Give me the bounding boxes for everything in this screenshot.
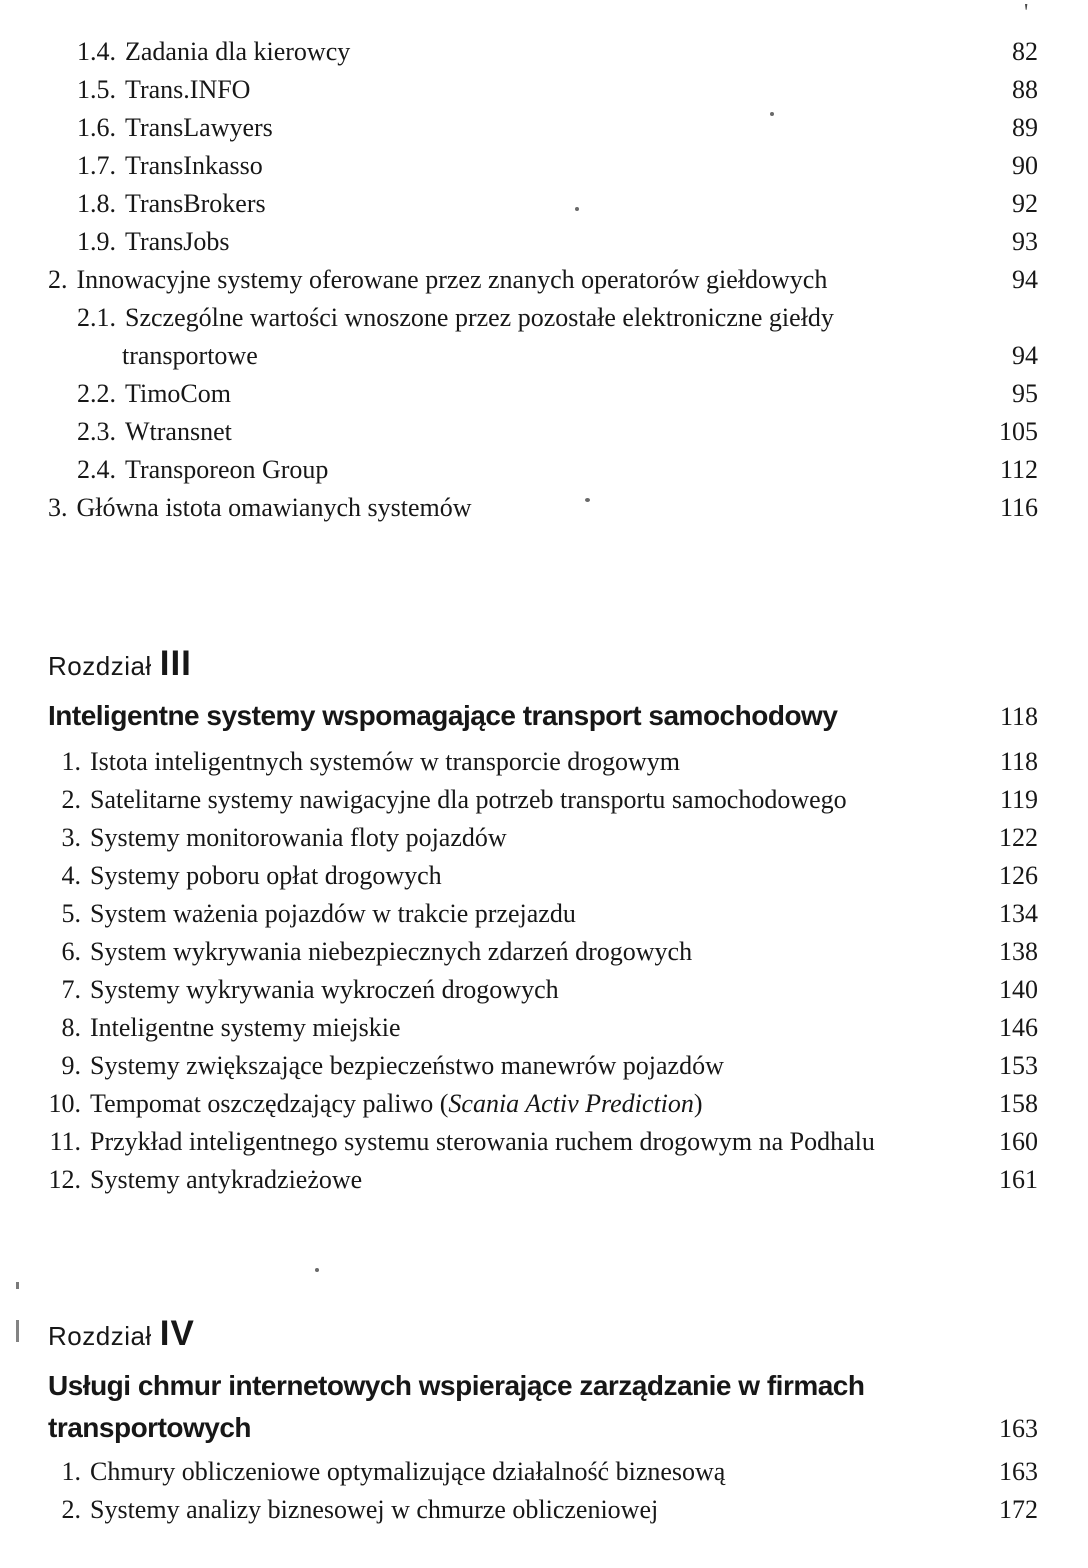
toc-entry <box>0 223 1088 261</box>
entry-title: Systemy zwiększające bezpieczeństwo manewrów pojazdów <box>90 1051 724 1080</box>
entry-title: Zadania dla kierowcy <box>125 37 351 66</box>
chapter-label: Rozdział <box>48 1321 152 1351</box>
toc-entry <box>0 185 1088 223</box>
toc-entry <box>0 819 1088 857</box>
toc-entry <box>0 1009 1088 1047</box>
chapter-4-heading <box>0 1311 1088 1364</box>
entry-number: 1.8. <box>77 189 116 218</box>
entry-title: Systemy poboru opłat drogowych <box>90 861 442 890</box>
entry-number: 2. <box>61 1495 81 1524</box>
entry-title: TimoCom <box>125 379 231 408</box>
entry-title: Systemy monitorowania floty pojazdów <box>90 823 507 852</box>
entry-number: 7. <box>61 975 81 1004</box>
chapter-title-line-1: Usługi chmur internetowych wspierające zarządzanie w firmach <box>48 1370 865 1401</box>
chapter-4-title-row-2 <box>0 1408 1088 1449</box>
chapter-4-section <box>0 1311 1088 1529</box>
chapter-numeral: III <box>159 644 192 683</box>
entry-number: 1.6. <box>77 113 116 142</box>
entry-page-number: 122 <box>999 823 1038 852</box>
entry-title: System ważenia pojazdów w trakcie przejazdu <box>90 899 576 928</box>
entry-number: 8. <box>61 1013 81 1042</box>
entry-number: 1.7. <box>77 151 116 180</box>
toc-entry <box>0 451 1088 489</box>
entry-page-number: 134 <box>999 899 1038 928</box>
entry-title: Przykład inteligentnego systemu sterowania ruchem drogowym na Podhalu <box>90 1127 875 1156</box>
toc-entry <box>0 743 1088 781</box>
entry-number: 2. <box>48 265 68 294</box>
entry-title: Systemy wykrywania wykroczeń drogowych <box>90 975 559 1004</box>
entry-number: 5. <box>61 899 81 928</box>
entry-page-number: 172 <box>999 1495 1038 1524</box>
entry-number: 11. <box>49 1127 81 1156</box>
chapter-page-number: 163 <box>999 1414 1038 1443</box>
chapter-title-line-2: transportowych <box>48 1412 252 1443</box>
toc-entry <box>0 299 1088 337</box>
entry-page-number: 138 <box>999 937 1038 966</box>
entry-page-number: 93 <box>1012 227 1038 256</box>
entry-number: 3. <box>48 493 68 522</box>
scan-artifact <box>315 1268 319 1272</box>
toc-entry <box>0 261 1088 299</box>
entry-page-number: 158 <box>999 1089 1038 1118</box>
entry-page-number: 163 <box>999 1457 1038 1486</box>
toc-entry <box>0 1491 1088 1529</box>
scan-artifact: ' <box>1024 0 1029 26</box>
entry-title: System wykrywania niebezpiecznych zdarzeń drogowych <box>90 937 693 966</box>
entry-number: 4. <box>61 861 81 890</box>
scan-artifact <box>575 207 579 211</box>
toc-entry <box>0 109 1088 147</box>
entry-title: Systemy analizy biznesowej w chmurze obliczeniowej <box>90 1495 659 1524</box>
entry-page-number: 160 <box>999 1127 1038 1156</box>
entry-page-number: 116 <box>999 493 1038 522</box>
entry-title: Chmury obliczeniowe optymalizujące działalność biznesową <box>90 1457 726 1486</box>
entry-number: 1.9. <box>77 227 116 256</box>
entry-number: 1. <box>61 747 81 776</box>
entry-title-suffix: ) <box>693 1089 703 1118</box>
entry-title: Systemy antykradzieżowe <box>90 1165 363 1194</box>
chapter-numeral: IV <box>159 1314 195 1353</box>
chapter-3-heading <box>0 641 1088 694</box>
entry-number: 2.3. <box>77 417 116 446</box>
entry-page-number: 82 <box>1012 37 1038 66</box>
chapter-title: Inteligentne systemy wspomagające transport samochodowy <box>48 700 838 731</box>
chapter-3-title-row <box>0 696 1088 737</box>
entry-page-number: 161 <box>999 1165 1038 1194</box>
entry-title: TransJobs <box>125 227 230 256</box>
entry-number: 2.2. <box>77 379 116 408</box>
scan-artifact <box>16 1320 19 1342</box>
entry-page-number: 90 <box>1012 151 1038 180</box>
entry-number: 1.5. <box>77 75 116 104</box>
entry-page-number: 146 <box>999 1013 1038 1042</box>
entry-page-number: 126 <box>999 861 1038 890</box>
entry-number: 12. <box>48 1165 81 1194</box>
entry-title: TransInkasso <box>125 151 263 180</box>
entry-title: TransLawyers <box>125 113 273 142</box>
toc-entry <box>0 33 1088 71</box>
entry-page-number: 119 <box>999 785 1038 814</box>
entry-number: 2.4. <box>77 455 116 484</box>
toc-entry <box>0 971 1088 1009</box>
entry-title-italic: Scania Activ Prediction <box>448 1089 694 1118</box>
entry-title <box>90 1085 703 1123</box>
toc-entry <box>0 375 1088 413</box>
entry-title: Istota inteligentnych systemów w transporcie drogowym <box>90 747 680 776</box>
entry-number: 2.1. <box>77 303 116 332</box>
entry-number: 3. <box>61 823 81 852</box>
toc-entry <box>0 781 1088 819</box>
toc-entry <box>0 1161 1088 1199</box>
toc-entry <box>0 895 1088 933</box>
chapter-page-number: 118 <box>999 702 1038 731</box>
toc-entry <box>0 147 1088 185</box>
chapter-4-title-row-1 <box>0 1366 1088 1406</box>
toc-entry <box>0 1047 1088 1085</box>
entry-page-number: 105 <box>999 417 1038 446</box>
entry-title: Trans.INFO <box>125 75 251 104</box>
entry-title: Innowacyjne systemy oferowane przez znanych operatorów giełdowych <box>76 265 828 294</box>
entry-title: Wtransnet <box>125 417 232 446</box>
entry-number: 1. <box>61 1457 81 1486</box>
entry-number: 10. <box>48 1089 81 1118</box>
entry-title: transportowe <box>122 341 258 370</box>
entry-page-number: 118 <box>999 747 1038 776</box>
entry-title: Transporeon Group <box>125 455 329 484</box>
toc-entry <box>0 413 1088 451</box>
entry-page-number: 153 <box>999 1051 1038 1080</box>
chapter-label: Rozdział <box>48 651 152 681</box>
entry-number: 2. <box>61 785 81 814</box>
toc-entry <box>0 1085 1088 1123</box>
entry-title: Główna istota omawianych systemów <box>76 493 472 522</box>
toc-entry <box>0 71 1088 109</box>
entry-title: Inteligentne systemy miejskie <box>90 1013 401 1042</box>
entry-page-number: 140 <box>999 975 1038 1004</box>
entry-page-number: 94 <box>1012 265 1038 294</box>
entry-title: TransBrokers <box>125 189 266 218</box>
entry-page-number: 88 <box>1012 75 1038 104</box>
scan-artifact <box>770 112 774 116</box>
toc-entry-continuation <box>0 337 1088 375</box>
chapter-3-items <box>0 743 1088 1199</box>
entry-number: 9. <box>61 1051 81 1080</box>
toc-entry <box>0 857 1088 895</box>
scan-artifact <box>585 498 590 502</box>
toc-entry <box>0 1453 1088 1491</box>
chapter-3-section <box>0 641 1088 1199</box>
toc-continued-section <box>0 0 1088 527</box>
toc-entry <box>0 933 1088 971</box>
entry-page-number: 95 <box>1012 379 1038 408</box>
toc-entry <box>0 1123 1088 1161</box>
entry-page-number: 112 <box>999 455 1038 484</box>
chapter-4-items <box>0 1453 1088 1529</box>
entry-number: 1.4. <box>77 37 116 66</box>
entry-title: Szczególne wartości wnoszone przez pozostałe elektroniczne giełdy <box>125 303 834 332</box>
entry-page-number: 94 <box>1012 341 1038 370</box>
entry-page-number: 89 <box>1012 113 1038 142</box>
toc-entry <box>0 489 1088 527</box>
entry-title-prefix: Tempomat oszczędzający paliwo ( <box>90 1089 449 1118</box>
scan-artifact <box>16 1282 19 1289</box>
entry-number: 6. <box>61 937 81 966</box>
entry-page-number: 92 <box>1012 189 1038 218</box>
entry-title: Satelitarne systemy nawigacyjne dla potrzeb transportu samochodowego <box>90 785 847 814</box>
